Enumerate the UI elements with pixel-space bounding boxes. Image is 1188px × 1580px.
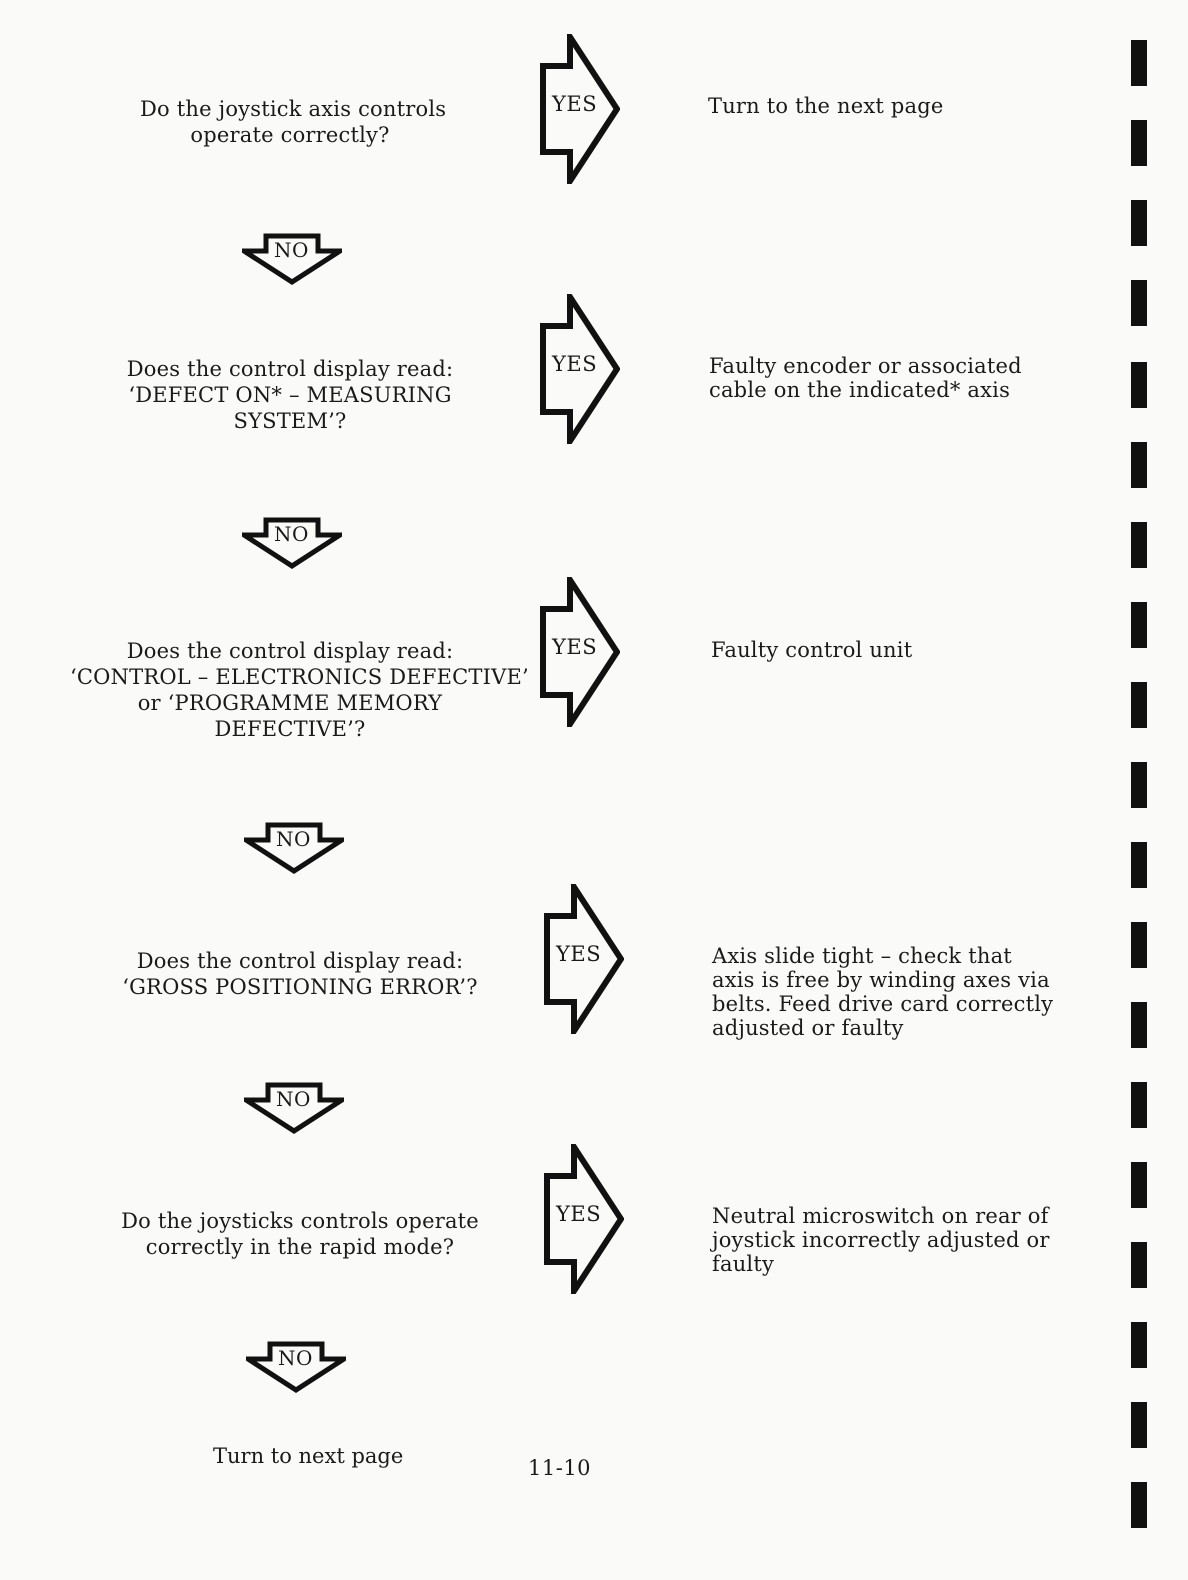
- binding-mark: [1131, 1242, 1147, 1288]
- question-2-line-2: ‘DEFECT ON* – MEASURING: [128, 383, 452, 407]
- question-1-line-1: Do the joystick axis controls: [140, 97, 447, 121]
- yes-arrow-4: [544, 884, 624, 1034]
- no-arrow-1: [242, 233, 342, 285]
- no-label-4: NO: [276, 1087, 311, 1111]
- outcome-3-line-1: Faulty control unit: [711, 638, 913, 662]
- binding-mark: [1131, 1002, 1147, 1048]
- outcome-1-line-1: Turn to the next page: [708, 94, 944, 118]
- binding-mark: [1131, 1402, 1147, 1448]
- outcome-4-line-4: adjusted or faulty: [712, 1016, 904, 1040]
- question-2: [120, 356, 460, 434]
- question-2-line-1: Does the control display read:: [126, 357, 454, 381]
- outcome-3: [711, 638, 1071, 662]
- outcome-5-line-3: faulty: [712, 1252, 775, 1276]
- question-2-line-3: SYSTEM’?: [233, 409, 347, 433]
- binding-mark: [1131, 842, 1147, 888]
- binding-mark: [1131, 40, 1147, 86]
- yes-label-2: YES: [552, 352, 598, 376]
- binding-mark: [1131, 362, 1147, 408]
- question-5-line-2: correctly in the rapid mode?: [145, 1235, 455, 1259]
- outcome-4-line-3: belts. Feed drive card correctly: [712, 992, 1054, 1016]
- question-1: [140, 96, 447, 148]
- outcome-4-line-2: axis is free by winding axes via: [712, 968, 1050, 992]
- outcome-2: [709, 354, 1069, 402]
- page-number: 11-10: [528, 1456, 592, 1480]
- binding-marks: [1131, 40, 1161, 1540]
- question-3-line-2: ‘CONTROL – ELECTRONICS DEFECTIVE’: [70, 665, 529, 689]
- binding-mark: [1131, 280, 1147, 326]
- outcome-2-line-1: Faulty encoder or associated: [709, 354, 1022, 378]
- yes-label-4: YES: [556, 942, 602, 966]
- binding-mark: [1131, 602, 1147, 648]
- yes-label-1: YES: [552, 92, 598, 116]
- binding-mark: [1131, 1482, 1147, 1528]
- outcome-4: [712, 944, 1092, 1040]
- final-instruction: Turn to next page: [213, 1444, 404, 1468]
- binding-mark: [1131, 682, 1147, 728]
- outcome-5-line-1: Neutral microswitch on rear of: [712, 1204, 1049, 1228]
- question-5: [120, 1208, 480, 1260]
- question-4-line-2: ‘GROSS POSITIONING ERROR’?: [122, 975, 478, 999]
- question-5-line-1: Do the joysticks controls operate: [121, 1209, 479, 1233]
- yes-arrow-5: [544, 1144, 624, 1294]
- outcome-4-line-1: Axis slide tight – check that: [712, 944, 1012, 968]
- binding-mark: [1131, 1082, 1147, 1128]
- question-3: [70, 638, 529, 742]
- no-arrow-5: [246, 1341, 346, 1393]
- binding-mark: [1131, 922, 1147, 968]
- question-3-line-4: DEFECTIVE’?: [214, 717, 366, 741]
- no-label-1: NO: [274, 238, 309, 262]
- question-3-line-1: Does the control display read:: [126, 639, 454, 663]
- outcome-2-line-2: cable on the indicated* axis: [709, 378, 1011, 402]
- question-4: [120, 948, 480, 1000]
- no-arrow-2: [242, 517, 342, 569]
- binding-mark: [1131, 522, 1147, 568]
- yes-arrow-1: [540, 34, 620, 184]
- yes-arrow-3: [540, 577, 620, 727]
- binding-mark: [1131, 442, 1147, 488]
- outcome-5-line-2: joystick incorrectly adjusted or: [712, 1228, 1050, 1252]
- question-3-line-3: or ‘PROGRAMME MEMORY: [137, 691, 443, 715]
- no-label-3: NO: [276, 827, 311, 851]
- binding-mark: [1131, 200, 1147, 246]
- yes-arrow-2: [540, 294, 620, 444]
- no-label-2: NO: [274, 522, 309, 546]
- yes-label-5: YES: [556, 1202, 602, 1226]
- binding-mark: [1131, 762, 1147, 808]
- question-1-line-2: operate correctly?: [190, 123, 390, 147]
- outcome-1: [708, 94, 1068, 118]
- yes-label-3: YES: [552, 635, 598, 659]
- no-arrow-3: [244, 822, 344, 874]
- question-4-line-1: Does the control display read:: [136, 949, 464, 973]
- binding-mark: [1131, 1162, 1147, 1208]
- binding-mark: [1131, 120, 1147, 166]
- no-arrow-4: [244, 1082, 344, 1134]
- binding-mark: [1131, 1322, 1147, 1368]
- outcome-5: [712, 1204, 1092, 1276]
- no-label-5: NO: [278, 1346, 313, 1370]
